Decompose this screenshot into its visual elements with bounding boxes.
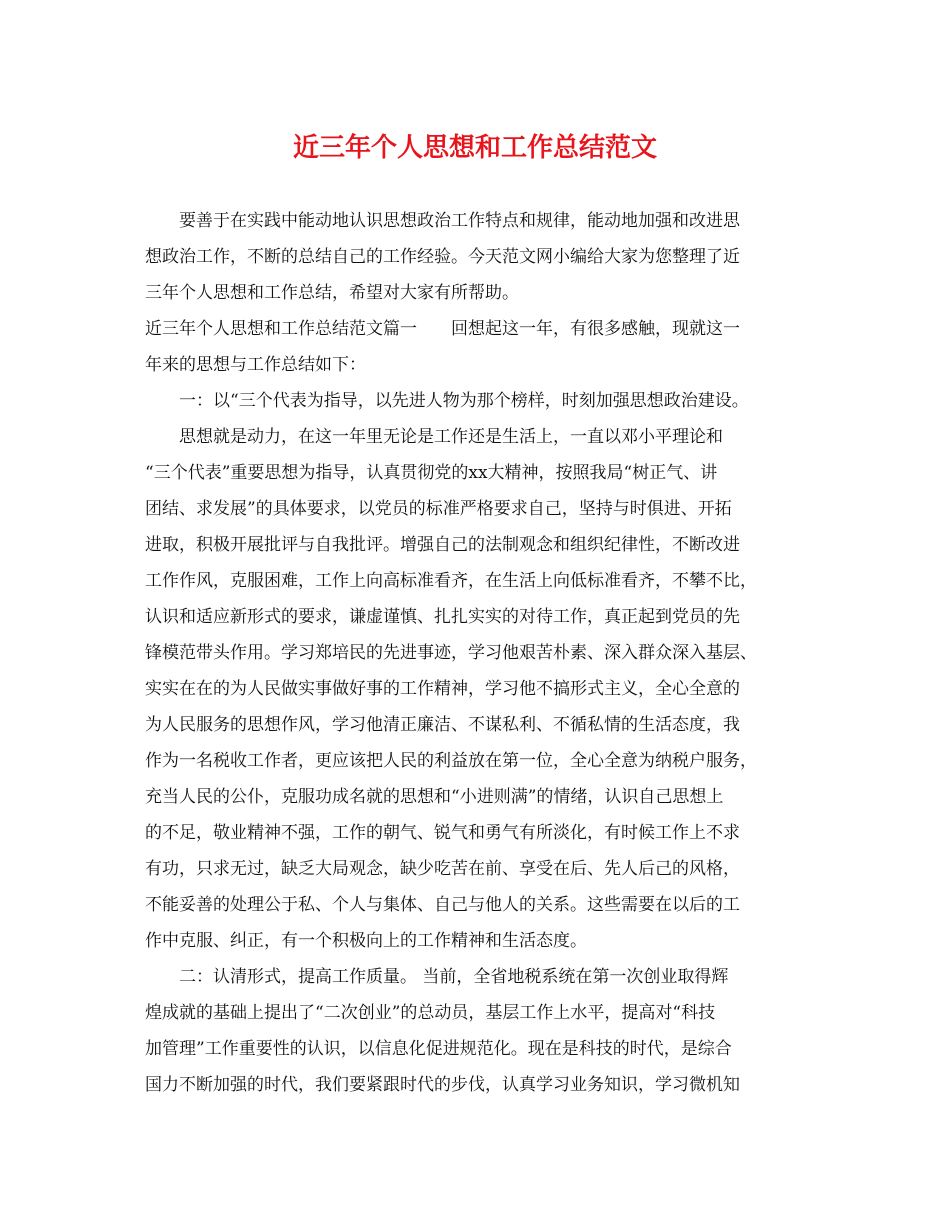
text-line: 有功，只求无过，缺乏大局观念，缺少吃苦在前、享受在后、先人后己的风格， <box>145 859 740 879</box>
text-line: 思想就是动力，在这一年里无论是工作还是生活上，一直以邓小平理论和 <box>179 427 723 447</box>
text-line: 不能妥善的处理公于私、个人与集体、自己与他人的关系。这些需要在以后的工 <box>145 895 740 915</box>
text-line: 进取，积极开展批评与自我批评。增强自己的法制观念和组织纪律性，不断改进 <box>145 535 740 555</box>
text-line: “三个代表”重要思想为指导，认真贯彻党的xx大精神，按照我局“树正气、讲 <box>145 463 718 483</box>
text-line: 为人民服务的思想作风，学习他清正廉洁、不谋私利、不循私情的生活态度，我 <box>145 715 740 735</box>
document-body <box>145 203 805 1103</box>
text-line: 煌成就的基础上提出了“二次创业”的总动员，基层工作上水平，提高对“科技 <box>145 1003 716 1023</box>
document-title: 近三年个人思想和工作总结范文 <box>292 133 657 163</box>
text-line: 近三年个人思想和工作总结范文篇一 回想起这一年，有很多感触，现就这一 <box>145 319 740 339</box>
text-line: 三年个人思想和工作总结，希望对大家有所帮助。 <box>145 283 519 303</box>
text-line: 认识和适应新形式的要求，谦虚谨慎、扎扎实实的对待工作，真正起到党员的先 <box>145 607 740 627</box>
text-line: 二：认清形式，提高工作质量。 当前，全省地税系统在第一次创业取得辉 <box>179 967 729 987</box>
text-line: 年来的思想与工作总结如下： <box>145 355 366 375</box>
text-line: 实实在在的为人民做实事做好事的工作精神，学习他不搞形式主义，全心全意的 <box>145 679 740 699</box>
text-line: 作中克服、纠正，有一个积极向上的工作精神和生活态度。 <box>145 931 587 951</box>
text-line: 国力不断加强的时代，我们要紧跟时代的步伐，认真学习业务知识，学习微机知 <box>145 1075 740 1095</box>
text-line: 作为一名税收工作者，更应该把人民的利益放在第一位，全心全意为纳税户服务， <box>145 751 757 771</box>
text-line: 锋模范带头作用。学习郑培民的先进事迹，学习他艰苦朴素、深入群众深入基层、 <box>145 643 757 663</box>
text-line: 的不足，敬业精神不强，工作的朝气、锐气和勇气有所淡化，有时候工作上不求 <box>145 823 740 843</box>
text-line: 工作作风，克服困难，工作上向高标准看齐，在生活上向低标准看齐，不攀不比， <box>145 571 757 591</box>
text-line: 想政治工作，不断的总结自己的工作经验。今天范文网小编给大家为您整理了近 <box>145 247 740 267</box>
text-line: 要善于在实践中能动地认识思想政治工作特点和规律，能动地加强和改进思 <box>179 211 740 231</box>
text-line: 充当人民的公仆，克服功成名就的思想和“小进则满”的情绪，认识自己思想上 <box>145 787 724 807</box>
text-line: 一：以“三个代表为指导，以先进人物为那个榜样，时刻加强思想政治建设。 <box>179 391 749 411</box>
text-line: 加管理”工作重要性的认识，以信息化促进规范化。现在是科技的时代，是综合 <box>145 1039 732 1059</box>
text-line: 团结、求发展”的具体要求，以党员的标准严格要求自己，坚持与时俱进、开拓 <box>145 499 732 519</box>
